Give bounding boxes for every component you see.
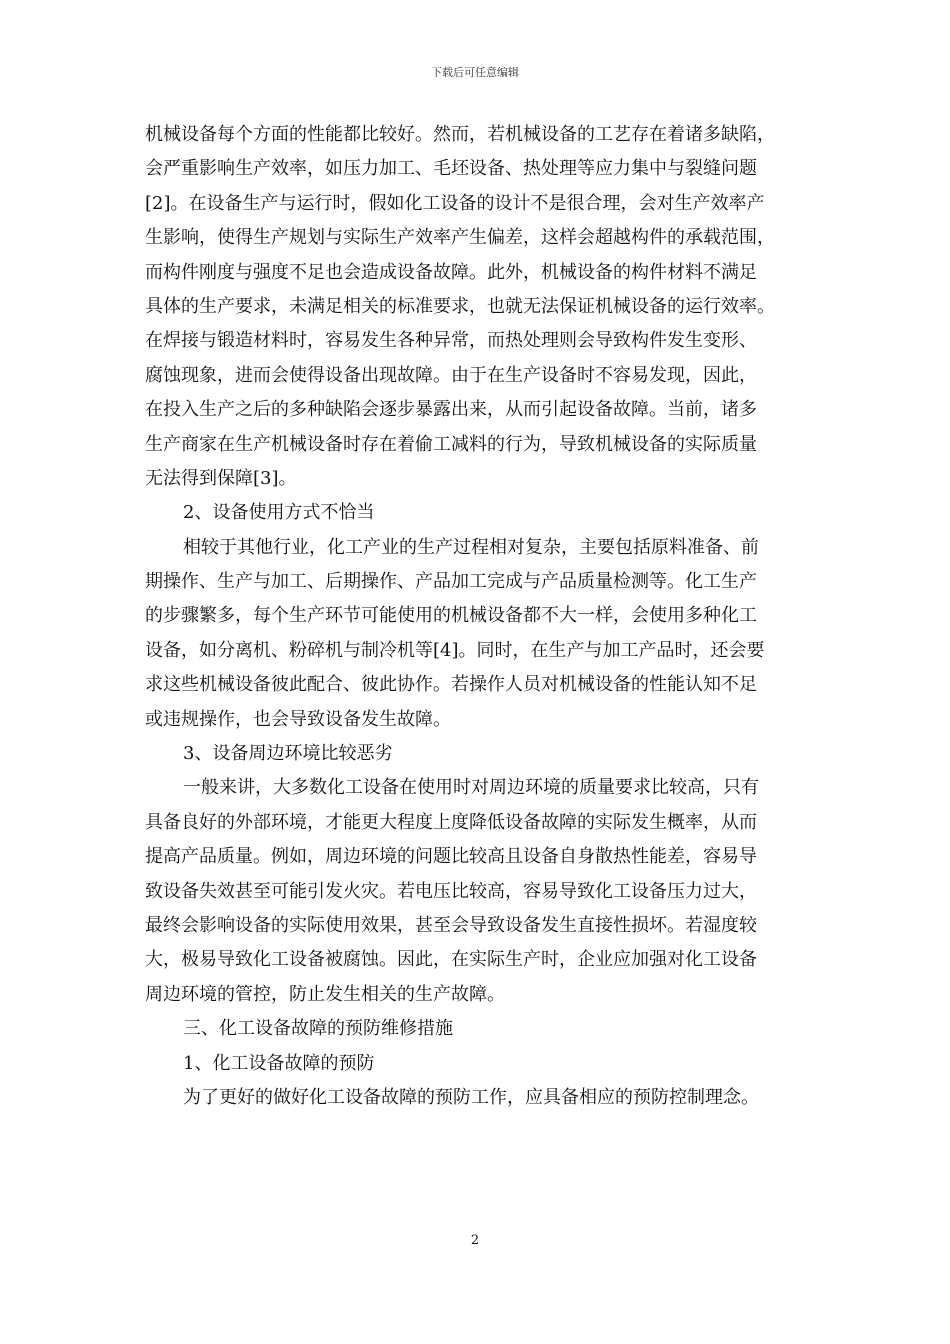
paragraph-line: 致设备失效甚至可能引发火灾。若电压比较高，容易导致化工设备压力过大， — [145, 880, 757, 902]
paragraph-line: 机械设备每个方面的性能都比较好。然而，若机械设备的工艺存在着诸多缺陷， — [145, 124, 775, 145]
section-heading: 3、设备周边环境比较恶劣 — [183, 743, 393, 765]
paragraph-line: 一般来讲，大多数化工设备在使用时对周边环境的质量要求比较高，只有 — [183, 777, 759, 799]
paragraph-line: [2]。在设备生产与运行时，假如化工设备的设计不是很合理，会对生产效率产 — [145, 192, 765, 214]
paragraph-line: 提高产品质量。例如，周边环境的问题比较高且设备自身散热性能差，容易导 — [145, 846, 757, 868]
paragraph-line: 生产商家在生产机械设备时存在着偷工减料的行为，导致机械设备的实际质量 — [145, 433, 757, 455]
paragraph-line: 会严重影响生产效率，如压力加工、毛坯设备、热处理等应力集中与裂缝问题 — [145, 158, 757, 180]
page-number: 2 — [470, 1233, 480, 1248]
paragraph-line: 具体的生产要求，未满足相关的标准要求，也就无法保证机械设备的运行效率。 — [145, 295, 775, 317]
paragraph-line: 生影响，使得生产规划与实际生产效率产生偏差，这样会超越构件的承载范围， — [145, 227, 775, 249]
paragraph-line: 腐蚀现象，进而会使得设备出现故障。由于在生产设备时不容易发现，因此， — [145, 364, 757, 386]
paragraph-line: 期操作、生产与加工、后期操作、产品加工完成与产品质量检测等。化工生产 — [145, 571, 757, 593]
paragraph-line: 大，极易导致化工设备被腐蚀。因此，在实际生产时，企业应加强对化工设备 — [145, 949, 757, 971]
section-heading: 2、设备使用方式不恰当 — [183, 502, 375, 524]
paragraph-line: 周边环境的管控，防止发生相关的生产故障。 — [145, 983, 505, 1005]
subsection-heading: 1、化工设备故障的预防 — [183, 1052, 375, 1074]
paragraph-line: 无法得到保障[3]。 — [145, 467, 297, 489]
paragraph-line: 具备良好的外部环境，才能更大程度上度降低设备故障的实际发生概率，从而 — [145, 811, 757, 833]
paragraph-line: 求这些机械设备彼此配合、彼此协作。若操作人员对机械设备的性能认知不足 — [145, 674, 757, 696]
paragraph-line: 或违规操作，也会导致设备发生故障。 — [145, 708, 451, 730]
page-header: 下载后可任意编辑 — [431, 66, 519, 79]
paragraph-line: 在投入生产之后的多种缺陷会逐步暴露出来，从而引起设备故障。当前，诸多 — [145, 399, 757, 421]
paragraph-line: 设备，如分离机、粉碎机与制冷机等[4]。同时，在生产与加工产品时，还会要 — [145, 639, 765, 661]
document-body — [145, 118, 810, 1115]
paragraph-line: 为了更好的做好化工设备故障的预防工作，应具备相应的预防控制理念。 — [183, 1086, 759, 1108]
paragraph-line: 的步骤繁多，每个生产环节可能使用的机械设备都不大一样，会使用多种化工 — [145, 605, 757, 627]
section-heading: 三、化工设备故障的预防维修措施 — [183, 1018, 453, 1040]
paragraph-line: 而构件刚度与强度不足也会造成设备故障。此外，机械设备的构件材料不满足 — [145, 261, 757, 283]
paragraph-line: 在焊接与锻造材料时，容易发生各种异常，而热处理则会导致构件发生变形、 — [145, 330, 757, 352]
paragraph-line: 最终会影响设备的实际使用效果，甚至会导致设备发生直接性损坏。若湿度较 — [145, 914, 757, 936]
paragraph-line: 相较于其他行业，化工产业的生产过程相对复杂，主要包括原料准备、前 — [183, 536, 759, 558]
